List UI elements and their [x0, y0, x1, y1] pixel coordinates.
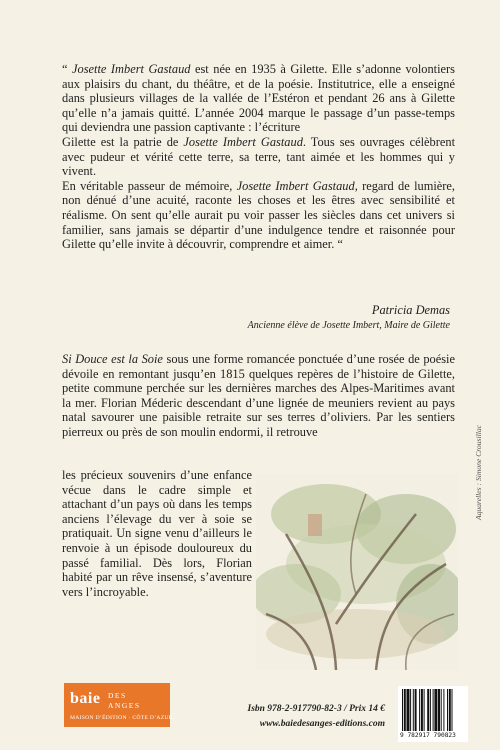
publisher-logo	[64, 683, 173, 727]
signature-role: Ancienne élève de Josette Imbert, Maire de Gilette	[247, 320, 450, 331]
barcode-number: 9 782917 790823	[400, 732, 456, 739]
bio-text: En véritable passeur de mémoire,	[62, 178, 237, 193]
watercolor-olive-trees-illustration	[256, 474, 458, 670]
book-title: Si Douce est la Soie	[62, 352, 163, 366]
logo-tagline: MAISON D’ÉDITION · CÔTE D’AZUR	[70, 715, 173, 721]
author-bio-quote	[62, 62, 455, 252]
author-name: Josette Imbert Gastaud	[72, 62, 191, 76]
bio-text: . Tous ses ouvrages célèbrent avec pudeur et vérité cette terre, sa terre, tant aimée et les hommes qui y vivent.	[62, 134, 456, 179]
logo-baie: baie	[70, 690, 101, 707]
summary-text: sous une forme romancée ponctuée d’une rosée de poésie dévoile en remontant jusqu’en 1815 quelques repères de l’histoire de Gilette, petite commune perchée sur les dernières marches des Alpes-Maritimes avant la mer. Florian Méderic descendant d’une lignée de meuniers revient au pays natal savourer une paisible retraite sur ses terres d’oliviers. Par les sentiers pierreux ou près de son moulin endormi, il retrouve	[62, 352, 456, 439]
isbn-price: Isbn 978-2-917790-82-3 / Prix 14 €	[247, 704, 385, 714]
bio-text: Gilette est la patrie de	[62, 134, 184, 149]
illustration-credit: Aquarelles : Simone Crousillac	[474, 425, 483, 520]
open-quote: “	[62, 62, 73, 76]
logo-anges: ANGES	[108, 701, 141, 710]
book-summary-continued: les précieux souvenirs d’une enfance vécue dans le cadre simple et attachant d’un pays où dans les temps anciens l’élevage du ver à soie se pratiquait. Un signe venu d’ailleurs le renvoie à un épisode douloureux du passé familial. Dès lors, Florian habité par un rêve insensé, s’aventure vers l’incroyable.	[62, 468, 252, 599]
signature-name: Patricia Demas	[371, 303, 450, 317]
barcode	[398, 686, 468, 742]
author-name: Josette Imbert Gastaud	[183, 134, 303, 149]
publisher-website: www.baiedesanges-editions.com	[259, 719, 385, 729]
bio-text: est née en 1935 à Gilette. Elle s’adonne volontiers aux plaisirs du chant, du théâtre, et de la poésie. Institutrice, elle a enseigné dans plusieurs villages de la vallée de l’Estéron et pendant 26 ans à Gilette qu’elle n’a jamais quitté. L’année 2004 marque le passage d’un passe-temps qui deviendra une passion captivante : l’écriture	[62, 62, 456, 135]
book-summary	[62, 352, 455, 440]
barcode-bars	[402, 689, 464, 731]
logo-des: DES	[108, 691, 127, 700]
author-name: Josette Imbert Gastaud	[236, 178, 355, 193]
bio-text: , regard de lumière, non dénué d’une acuité, raconte les choses et les êtres avec sensibilité et réalisme. On sent qu’elle aurait pu voir passer les siècles dans cet univers si familier, sans jamais se départir d’une indulgence tendre et raisonnée pour Gilette qu’elle invite à découvrir, comprendre et aimer. “	[62, 178, 456, 252]
